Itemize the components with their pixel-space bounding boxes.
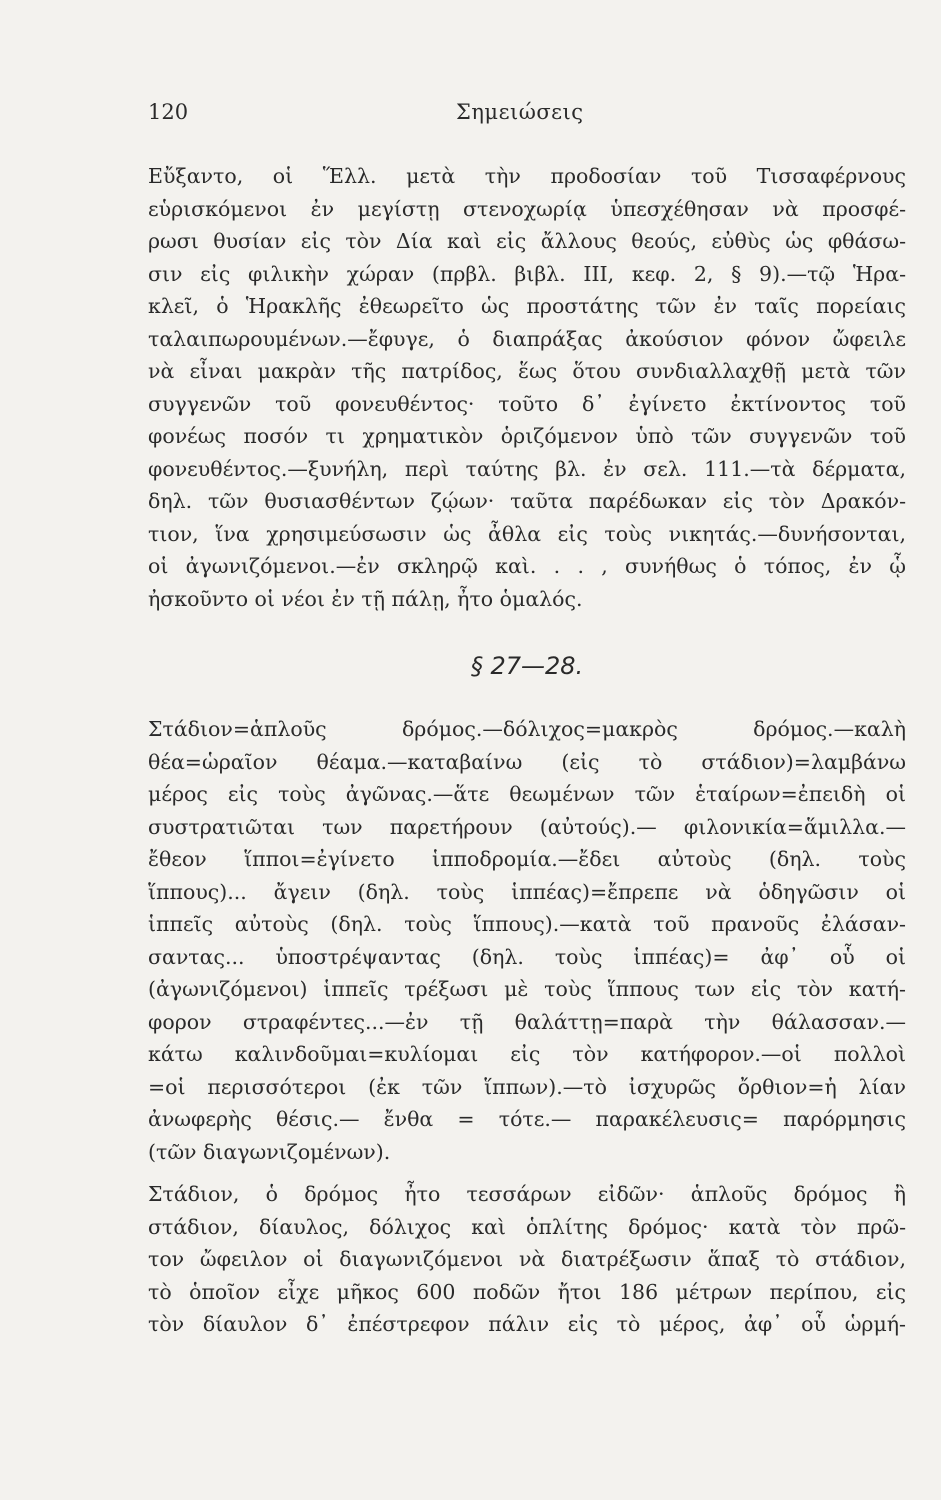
- section-heading: § 27—28.: [470, 652, 584, 680]
- text-line: σιν εἰς φιλικὴν χώραν (πρβλ. βιβλ. III, κεφ. 2, § 9).—τῷ Ἡρα-: [148, 261, 906, 286]
- text-line: =οἱ περισσότεροι (ἐκ τῶν ἵππων).—τὸ ἰσχυρῶς ὄρθιον=ἡ λίαν: [148, 1074, 906, 1099]
- text-line: κάτω καλινδοῦμαι=κυλίομαι εἰς τὸν κατήφορον.—οἱ πολλοὶ: [148, 1042, 906, 1066]
- text-line: φορον στραφέντες...—ἐν τῇ θαλάττῃ=παρὰ τὴν θάλασσαν.—: [148, 1009, 906, 1034]
- text-line: τὸ ὁποῖον εἶχε μῆκος 600 ποδῶν ἤτοι 186 μέτρων περίπου, εἰς: [148, 1279, 906, 1304]
- text-line: ἀνωφερὴς θέσις.— ἔνθα = τότε.— παρακέλευσις= παρόρμησις: [148, 1107, 906, 1131]
- text-line: θέα=ὡραῖον θέαμα.—καταβαίνω (εἰς τὸ στάδιον)=λαμβάνω: [148, 749, 906, 774]
- text-line: συστρατιῶται των παρετήρουν (αὐτούς).— φιλονικία=ἅμιλλα.—: [148, 814, 906, 839]
- text-line: εὑρισκόμενοι ἐν μεγίστῃ στενοχωρίᾳ ὑπεσχέθησαν νὰ προσφέ-: [148, 196, 906, 221]
- text-line: οἱ ἀγωνιζόμενοι.—ἐν σκληρῷ καὶ. . . , συνήθως ὁ τόπος, ἐν ᾧ: [148, 554, 906, 578]
- text-line: ἠσκοῦντο οἱ νέοι ἐν τῇ πάλῃ, ἦτο ὁμαλός.: [148, 586, 583, 611]
- text-line: τιον, ἵνα χρησιμεύσωσιν ὡς ἆθλα εἰς τοὺς νικητάς.—δυνήσονται,: [148, 521, 906, 546]
- notes-paragraph-2: [148, 713, 906, 1168]
- text-line: φονέως ποσόν τι χρηματικὸν ὁριζόμενον ὑπὸ τῶν συγγενῶν τοῦ: [148, 424, 906, 448]
- text-line: μέρος εἰς τοὺς ἀγῶνας.—ἅτε θεωμένων τῶν ἑταίρων=ἐπειδὴ οἱ: [148, 782, 906, 806]
- text-line: ἱππεῖς αὐτοὺς (δηλ. τοὺς ἵππους).—κατὰ τοῦ πρανοῦς ἐλάσαν-: [148, 912, 906, 936]
- text-line: σαντας... ὑποστρέψαντας (δηλ. τοὺς ἱππέας)= ἀφ᾽ οὗ οἱ: [148, 944, 906, 969]
- page-body: [148, 160, 906, 1341]
- running-head: Σημειώσεις: [456, 100, 584, 124]
- text-line: τον ὤφειλον οἱ διαγωνιζόμενοι νὰ διατρέξωσιν ἅπαξ τὸ στάδιον,: [148, 1247, 906, 1271]
- text-line: (τῶν διαγωνιζομένων).: [148, 1139, 391, 1164]
- text-line: συγγενῶν τοῦ φονευθέντος· τοῦτο δ᾽ ἐγίνετο ἐκτίνοντος τοῦ: [148, 391, 906, 416]
- text-line: στάδιον, δίαυλος, δόλιχος καὶ ὁπλίτης δρόμος· κατὰ τὸν πρῶ-: [148, 1214, 906, 1239]
- text-line: Στάδιον, ὁ δρόμος ἦτο τεσσάρων εἰδῶν· ἁπλοῦς δρόμος ἢ: [148, 1182, 906, 1206]
- page-header: [148, 100, 908, 134]
- text-line: ρωσι θυσίαν εἰς τὸν Δία καὶ εἰς ἄλλους θεούς, εὐθὺς ὡς φθάσω-: [148, 229, 906, 253]
- text-line: φονευθέντος.—ξυνήλη, περὶ ταύτης βλ. ἐν σελ. 111.—τὰ δέρματα,: [148, 456, 906, 481]
- text-line: τὸν δίαυλον δ᾽ ἐπέστρεφον πάλιν εἰς τὸ μέρος, ἀφ᾽ οὗ ὡρμή-: [148, 1312, 906, 1336]
- text-line: κλεῖ, ὁ Ἡρακλῆς ἐθεωρεῖτο ὡς προστάτης τῶν ἐν ταῖς πορείαις: [148, 294, 906, 318]
- notes-paragraph-1: [148, 160, 906, 615]
- page-number: 120: [148, 100, 189, 124]
- text-line: (ἀγωνιζόμενοι) ἱππεῖς τρέξωσι μὲ τοὺς ἵππους των εἰς τὸν κατή-: [148, 977, 906, 1001]
- text-line: ἵππους)... ἄγειν (δηλ. τοὺς ἱππέας)=ἔπρεπε νὰ ὁδηγῶσιν οἱ: [148, 879, 906, 904]
- paragraph-gap: [148, 1168, 906, 1178]
- text-line: ταλαιπωρουμένων.—ἔφυγε, ὁ διαπράξας ἀκούσιον φόνον ὤφειλε: [148, 326, 906, 351]
- text-line: νὰ εἶναι μακρὰν τῆς πατρίδος, ἕως ὅτου συνδιαλλαχθῇ μετὰ τῶν: [148, 359, 906, 383]
- text-line: ἔθεον ἵπποι=ἐγίνετο ἱπποδρομία.—ἔδει αὐτοὺς (δηλ. τοὺς: [148, 847, 906, 871]
- text-line: δηλ. τῶν θυσιασθέντων ζῴων· ταῦτα παρέδωκαν εἰς τὸν Δρακόν-: [148, 489, 906, 513]
- text-line: Εὔξαντο, οἱ Ἕλλ. μετὰ τὴν προδοσίαν τοῦ Τισσαφέρνους: [148, 164, 906, 188]
- notes-paragraph-3: [148, 1178, 906, 1341]
- text-line: Στάδιον=ἁπλοῦς δρόμος.—δόλιχος=μακρὸς δρόμος.—καλὴ: [148, 717, 906, 741]
